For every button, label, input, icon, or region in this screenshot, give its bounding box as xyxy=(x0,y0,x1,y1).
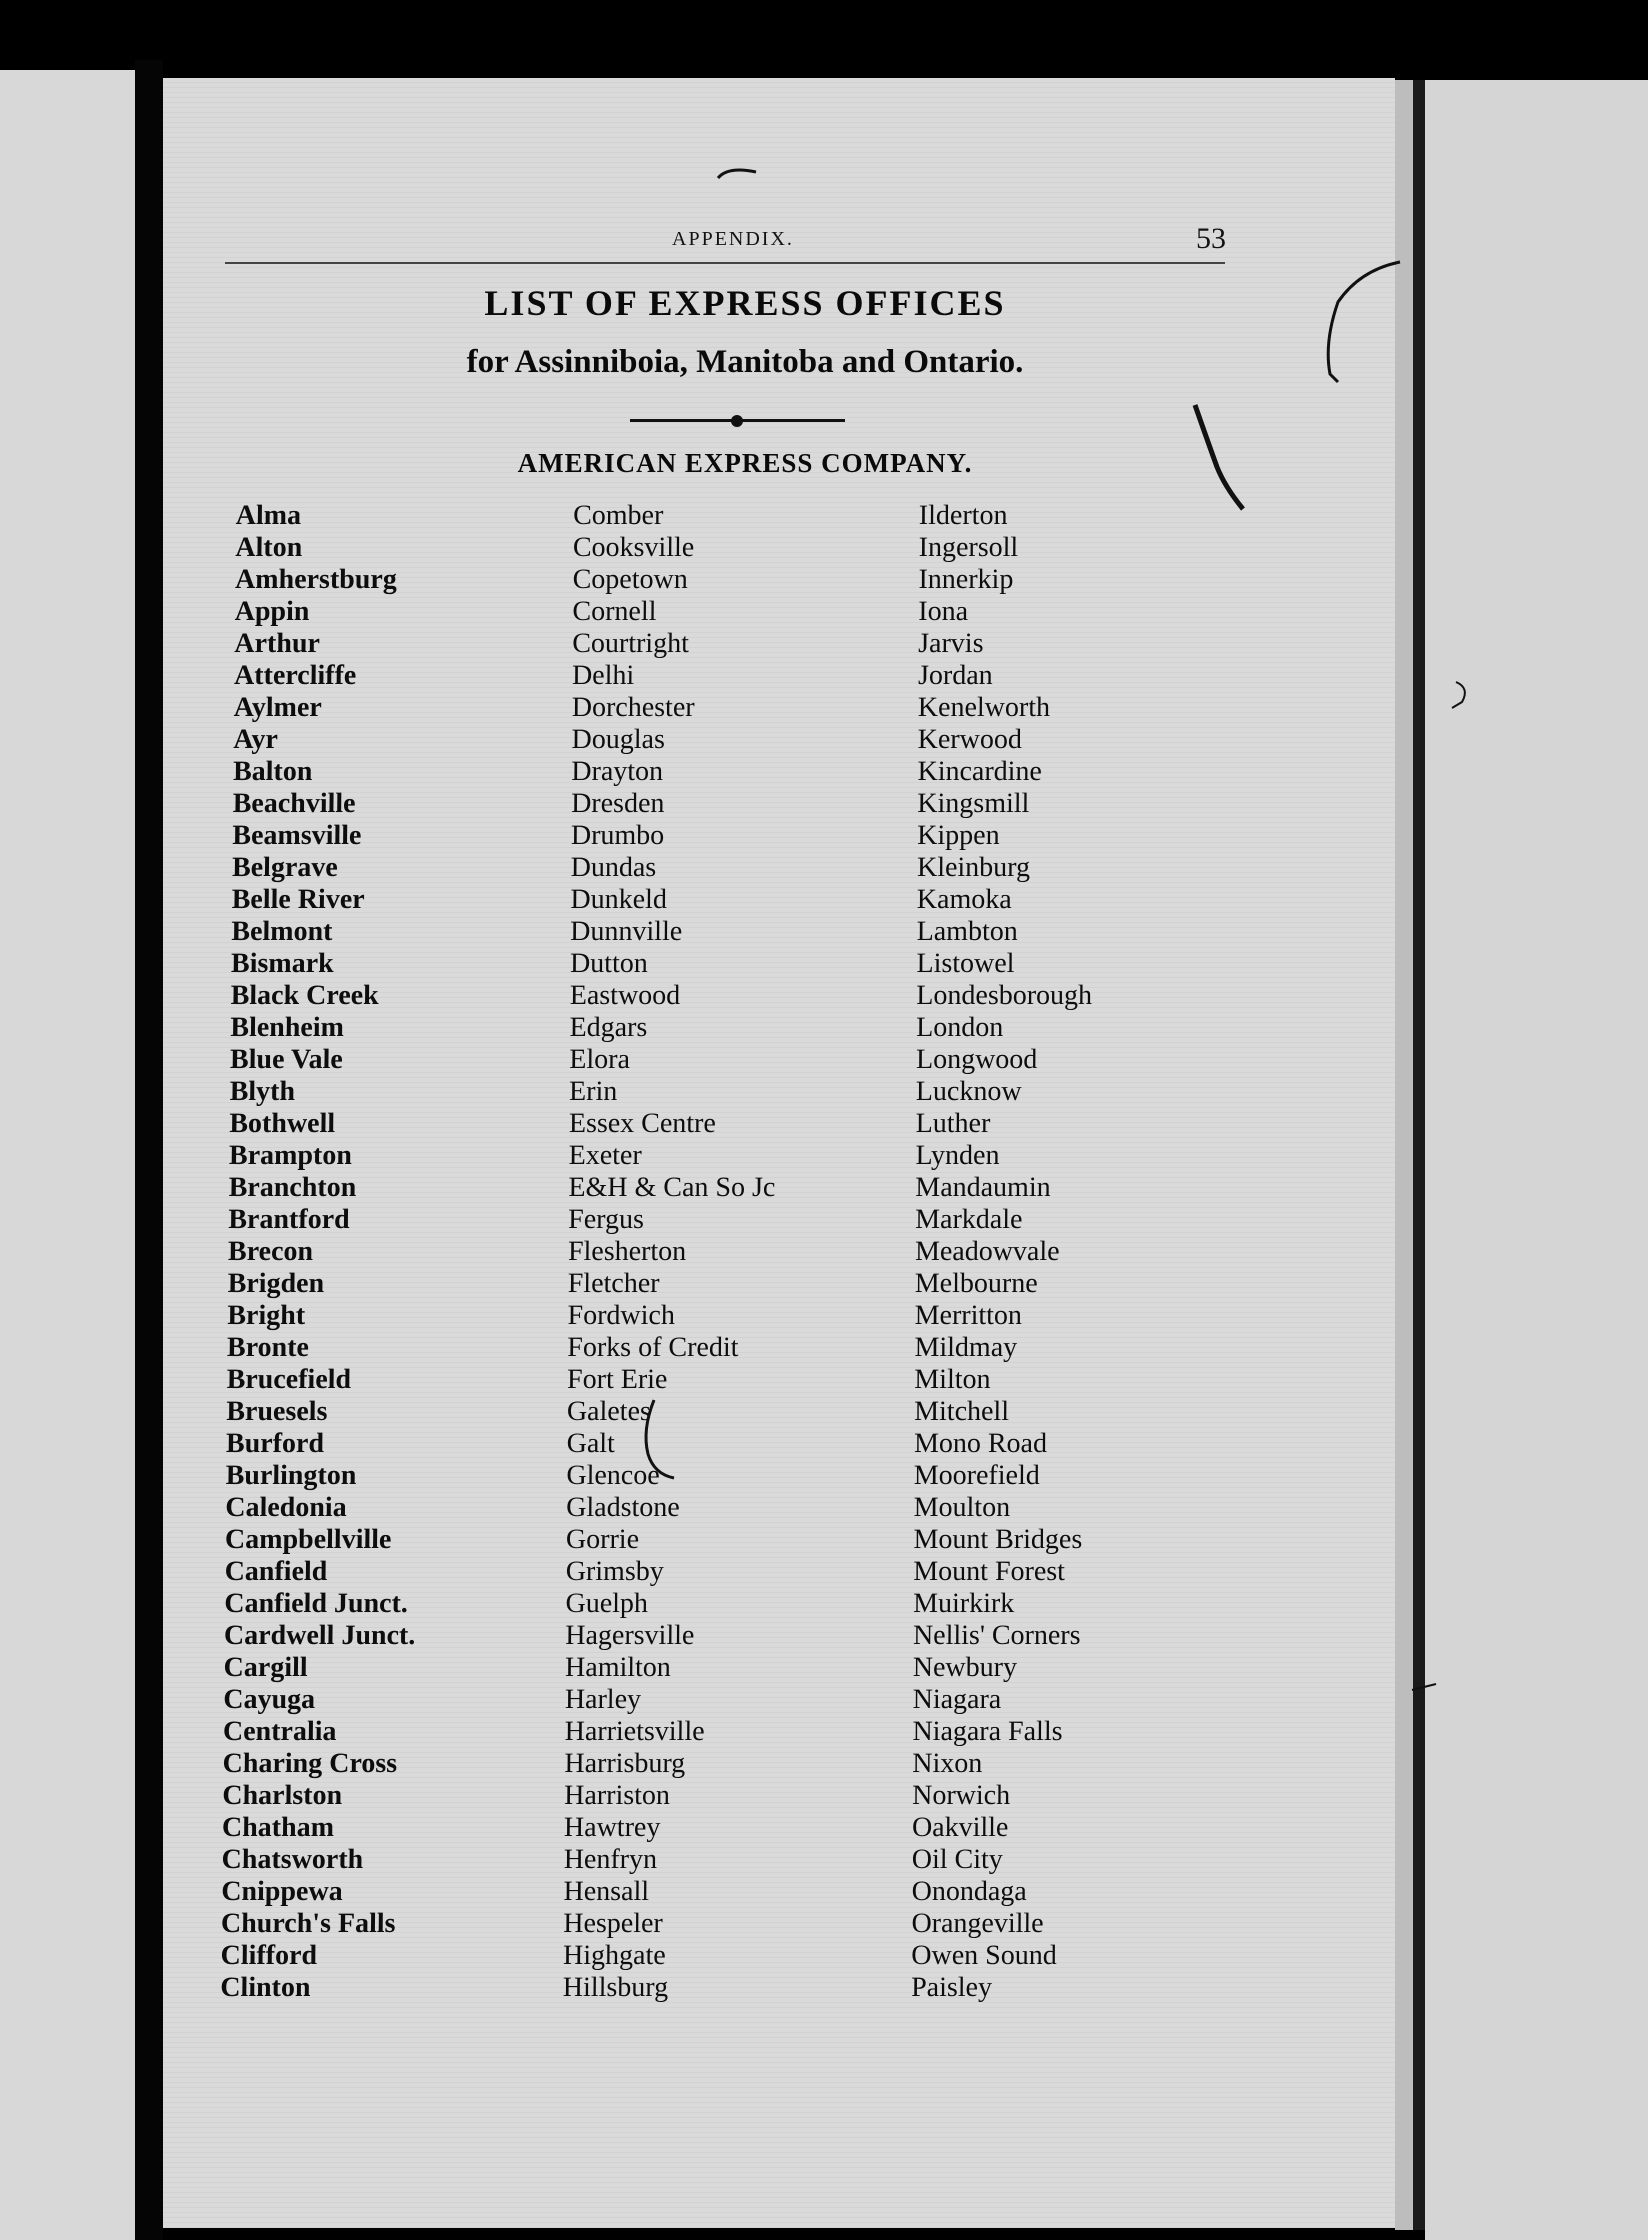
office-entry: Bronte xyxy=(226,1332,310,1363)
office-entry: Harrietsville xyxy=(564,1716,705,1747)
office-entry: Nellis' Corners xyxy=(912,1620,1081,1651)
office-entry: Listowel xyxy=(916,948,1015,979)
page-number: 53 xyxy=(1196,222,1226,255)
office-entry: Merritton xyxy=(914,1300,1023,1331)
office-entry: Attercliffe xyxy=(233,660,357,691)
office-entry: Ingersoll xyxy=(918,532,1019,563)
pen-mark-column xyxy=(646,1400,674,1478)
office-entry: Campbellville xyxy=(224,1524,392,1555)
office-entry: Kamoka xyxy=(916,884,1012,915)
office-entry: Blyth xyxy=(229,1076,296,1107)
office-entry: Luther xyxy=(915,1108,991,1139)
office-entry: Church's Falls xyxy=(220,1908,396,1939)
office-entry: Hillsburg xyxy=(562,1972,669,2003)
office-entry: Burlington xyxy=(225,1460,357,1491)
office-entry: Dorchester xyxy=(571,692,695,723)
office-entry: Kippen xyxy=(917,820,1000,851)
office-entry: Orangeville xyxy=(911,1908,1044,1939)
office-entry: Meadowvale xyxy=(914,1236,1060,1267)
office-entry: Grimsby xyxy=(565,1556,664,1587)
office-entry: Branchton xyxy=(228,1172,357,1203)
office-entry: Bruesels xyxy=(226,1396,328,1427)
office-entry: Henfryn xyxy=(563,1844,658,1875)
office-entry: Chatsworth xyxy=(221,1844,364,1875)
office-entry: Hensall xyxy=(563,1876,650,1907)
office-entry: Norwich xyxy=(912,1780,1011,1811)
office-entry: Dunkeld xyxy=(570,884,668,915)
office-entry: Canfield xyxy=(224,1556,328,1587)
office-entry: Black Creek xyxy=(230,980,379,1011)
office-entry: Kleinburg xyxy=(916,852,1031,883)
office-entry: Harriston xyxy=(564,1780,671,1811)
pen-mark-right-stroke xyxy=(1195,405,1243,509)
office-entry: Mono Road xyxy=(913,1428,1048,1459)
office-entry: Jordan xyxy=(917,660,993,691)
office-entry: Erin xyxy=(569,1076,618,1107)
office-entry: Oil City xyxy=(911,1844,1003,1875)
office-entry: Flesherton xyxy=(567,1236,687,1267)
office-entry: Hamilton xyxy=(564,1652,671,1683)
office-entry: Gladstone xyxy=(566,1492,680,1523)
office-entry: Lucknow xyxy=(915,1076,1022,1107)
office-entry: Blue Vale xyxy=(229,1044,343,1075)
office-entry: Essex Centre xyxy=(568,1108,716,1139)
office-entry: Mitchell xyxy=(914,1396,1010,1427)
office-entry: Hagersville xyxy=(565,1620,695,1651)
office-entry: Galt xyxy=(566,1428,615,1459)
office-entry: Alton xyxy=(235,532,303,563)
office-entry: Fletcher xyxy=(567,1268,660,1299)
office-entry: Kenelworth xyxy=(917,692,1051,723)
office-entry: Markdale xyxy=(915,1204,1023,1235)
office-entry: Galetes xyxy=(566,1396,651,1427)
office-entry: Cayuga xyxy=(223,1684,316,1715)
office-entry: Hawtrey xyxy=(563,1812,661,1843)
office-entry: Owen Sound xyxy=(911,1940,1057,1971)
office-entry: Onondaga xyxy=(911,1876,1027,1907)
office-entry: Cardwell Junct. xyxy=(223,1620,416,1651)
office-entry: Beamsville xyxy=(232,820,362,851)
office-entry: Dresden xyxy=(571,788,665,819)
office-entry: Lynden xyxy=(915,1140,1000,1171)
office-entry: Amherstburg xyxy=(234,564,397,595)
office-entry: Mandaumin xyxy=(915,1172,1051,1203)
office-entry: Bismark xyxy=(230,948,334,979)
office-entry: Comber xyxy=(573,500,664,531)
office-entry: Moorefield xyxy=(913,1460,1040,1491)
office-entry: Bright xyxy=(227,1300,306,1331)
office-entry: Muirkirk xyxy=(913,1588,1015,1619)
office-entry: Elora xyxy=(569,1044,631,1075)
office-entry: London xyxy=(916,1012,1004,1043)
office-entry: Mildmay xyxy=(914,1332,1018,1363)
office-entry: Harrisburg xyxy=(564,1748,686,1779)
office-entry: Harley xyxy=(564,1684,642,1715)
pen-mark-right-loop xyxy=(1328,262,1400,382)
office-entry: Courtright xyxy=(572,628,690,659)
office-entry: Milton xyxy=(914,1364,991,1395)
office-entry: Clifford xyxy=(220,1940,318,1971)
office-entry: Alma xyxy=(235,500,302,531)
office-entry: Glencoe xyxy=(566,1460,660,1491)
office-entry: Chatham xyxy=(221,1812,335,1843)
office-entry: Burford xyxy=(225,1428,325,1459)
office-entry: E&H & Can So Jc xyxy=(568,1172,776,1203)
office-entry: Charing Cross xyxy=(222,1748,398,1779)
office-entry: Kerwood xyxy=(917,724,1022,755)
office-entry: Brampton xyxy=(228,1140,353,1171)
office-entry: Blenheim xyxy=(230,1012,345,1043)
office-entry: Bothwell xyxy=(229,1108,336,1139)
office-entry: Cnippewa xyxy=(221,1876,343,1907)
office-entry: Kingsmill xyxy=(917,788,1030,819)
office-entry: Fordwich xyxy=(567,1300,675,1331)
office-entry: Centralia xyxy=(222,1716,337,1747)
office-entry: Jarvis xyxy=(918,628,984,659)
pen-mark-margin xyxy=(1452,682,1465,708)
office-entry: Niagara Falls xyxy=(912,1716,1063,1747)
office-entry: Appin xyxy=(234,596,310,627)
office-entry: Belgrave xyxy=(231,852,338,883)
office-entry: Hespeler xyxy=(563,1908,663,1939)
office-entry: Belmont xyxy=(231,916,333,947)
office-entry: Paisley xyxy=(911,1972,993,2003)
office-entry: Cooksville xyxy=(572,532,695,563)
office-entry: Brigden xyxy=(227,1268,325,1299)
office-entry: Oakville xyxy=(911,1812,1009,1843)
office-entry: Gorrie xyxy=(565,1524,640,1555)
office-entry: Moulton xyxy=(913,1492,1011,1523)
office-entry: Brantford xyxy=(228,1204,350,1235)
page-title: LIST OF EXPRESS OFFICES xyxy=(484,283,1006,323)
office-entry: Edgars xyxy=(569,1012,648,1043)
office-entry: Brecon xyxy=(227,1236,314,1267)
office-entry: Caledonia xyxy=(225,1492,347,1523)
office-entry: Charlston xyxy=(222,1780,343,1811)
office-entry: Iona xyxy=(918,596,969,627)
office-entry: Exeter xyxy=(568,1140,642,1171)
office-entry: Cornell xyxy=(572,596,657,627)
office-entry: Longwood xyxy=(915,1044,1038,1075)
office-entry: Kincardine xyxy=(917,756,1042,787)
office-entry: Ilderton xyxy=(918,500,1008,531)
office-entry: Lambton xyxy=(916,916,1018,947)
office-entry: Arthur xyxy=(234,628,321,659)
pen-mark-edge xyxy=(1412,1684,1436,1690)
office-entry: Fort Erie xyxy=(567,1364,668,1395)
pen-mark-top xyxy=(718,170,756,178)
office-entry: Douglas xyxy=(571,724,666,755)
office-entry: Drumbo xyxy=(570,820,665,851)
office-entry: Forks of Credit xyxy=(567,1332,739,1363)
office-entry: Niagara xyxy=(912,1684,1002,1715)
office-entry: Dutton xyxy=(569,948,648,979)
office-entry: Clinton xyxy=(220,1972,311,2003)
office-entry: Canfield Junct. xyxy=(224,1588,409,1619)
office-entry: Guelph xyxy=(565,1588,649,1619)
office-entry: Londesborough xyxy=(916,980,1093,1011)
running-header: APPENDIX. xyxy=(672,228,794,250)
office-entry: Melbourne xyxy=(914,1268,1038,1299)
office-entry: Mount Bridges xyxy=(913,1524,1083,1555)
office-entry: Dunnville xyxy=(570,916,683,947)
office-entry: Newbury xyxy=(912,1652,1018,1683)
office-entry: Eastwood xyxy=(569,980,681,1011)
office-entry: Copetown xyxy=(572,564,688,595)
office-entry: Mount Forest xyxy=(913,1556,1066,1587)
office-entry: Innerkip xyxy=(918,564,1014,595)
office-entry: Balton xyxy=(232,756,313,787)
office-entry: Cargill xyxy=(223,1652,308,1683)
office-entry: Fergus xyxy=(568,1204,645,1235)
office-entry: Delhi xyxy=(571,660,635,691)
office-entry: Ayr xyxy=(233,724,279,755)
office-entry: Aylmer xyxy=(233,692,322,723)
office-entry: Highgate xyxy=(562,1940,666,1971)
office-entry: Nixon xyxy=(912,1748,983,1779)
office-entry: Beachville xyxy=(232,788,356,819)
office-entry: Drayton xyxy=(571,756,664,787)
page-subtitle: for Assinniboia, Manitoba and Ontario. xyxy=(466,344,1024,380)
office-entry: Dundas xyxy=(570,852,657,883)
company-heading: AMERICAN EXPRESS COMPANY. xyxy=(517,448,973,478)
office-entry: Brucefield xyxy=(226,1364,352,1395)
office-entry: Belle River xyxy=(231,884,365,915)
